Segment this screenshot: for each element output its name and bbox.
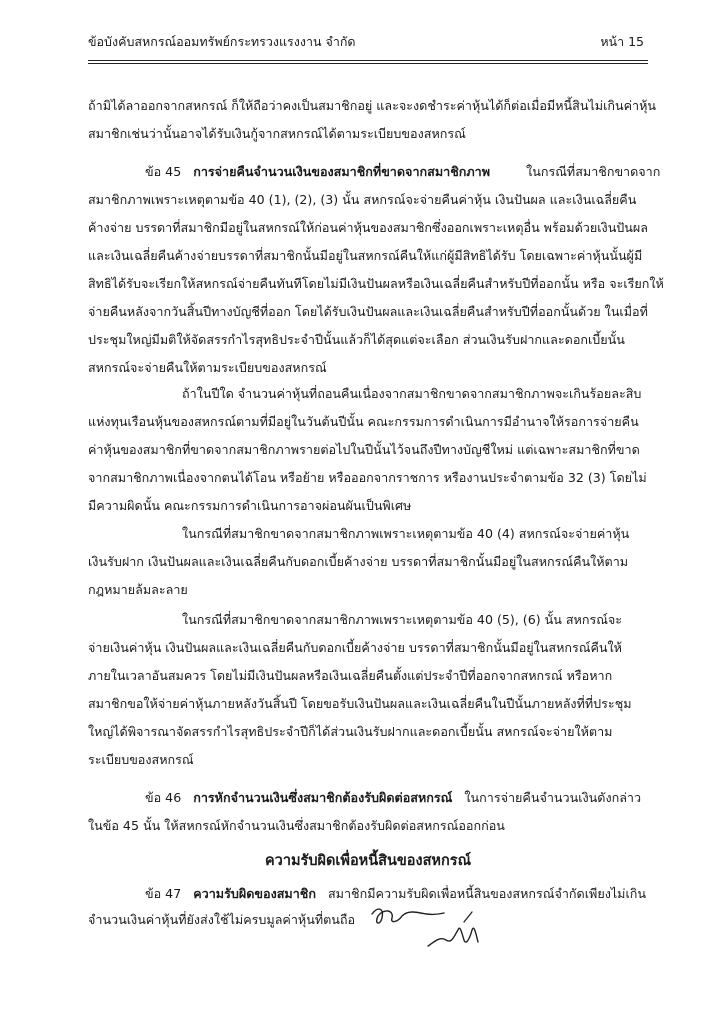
clause-45-number: ข้อ 45 <box>145 164 182 179</box>
body-line: กฎหมายล้มละลาย <box>88 582 188 597</box>
body-line: มีความผิดนั้น คณะกรรมการดำเนินการอาจผ่อนผันเป็นพิเศษ <box>88 498 412 513</box>
clause-46-first-line <box>145 788 641 808</box>
handwritten-signature <box>368 900 488 960</box>
body-line: ประชุมใหญ่มีมติให้จัดสรรกำไรสุทธิประจำปีนั้นแล้วก็ได้สุดแต่จะเลือก ส่วนเงินรับฝากและดอกเบี้ยนั้น <box>88 332 625 347</box>
body-line: ค่าหุ้นของสมาชิกที่ขาดจากสมาชิกภาพรายต่อไปในปีนั้นไว้จนถึงปีทางบัญชีใหม่ แต่เฉพาะสมาชิกที่ขาด <box>88 442 640 457</box>
clause-46-first-rest: ในการจ่ายคืนจำนวนเงินดังกล่าว <box>464 790 642 805</box>
body-line: จ่ายเงินค่าหุ้น เงินปันผลและเงินเฉลี่ยคืนกับดอกเบี้ยค้างจ่าย บรรดาที่สมาชิกนั้นมีอยู่ในสหกรณ์คืนให้ <box>88 640 622 655</box>
body-line: ในกรณีที่สมาชิกขาดจากสมาชิกภาพเพราะเหตุตามข้อ 40 (4) สหกรณ์จะจ่ายค่าหุ้น <box>182 526 630 541</box>
continuation-line: ถ้ามิได้ลาออกจากสหกรณ์ ก็ให้ถือว่าคงเป็นสมาชิกอยู่ และจะงดชำระค่าหุ้นได้ก็ต่อเมื่อมีหนี้สินไม่เกินค่าหุ้น <box>88 98 657 113</box>
clause-47-number: ข้อ 47 <box>145 886 182 901</box>
body-line: จ่ายคืนหลังจากวันสิ้นปีทางบัญชีที่ออก โดยได้รับเงินปันผลและเงินเฉลี่ยคืนสำหรับปีที่ออกนั้นด้วย ในเมื่อที่ <box>88 304 648 319</box>
body-line: ใหญ่ได้พิจารณาจัดสรรกำไรสุทธิประจำปีก็ได้ส่วนเงินรับฝากและดอกเบี้ยนั้น สหกรณ์จะจ่ายให้ตาม <box>88 724 613 739</box>
body-line: ภายในเวลาอันสมควร โดยไม่มีเงินปันผลหรือเงินเฉลี่ยคืนตั้งแต่ประจำปีที่ออกจากสหกรณ์ หรือหาก <box>88 668 613 683</box>
clause-46-number: ข้อ 46 <box>145 790 182 805</box>
body-line: ในกรณีที่สมาชิกขาดจากสมาชิกภาพเพราะเหตุตามข้อ 40 (5), (6) นั้น สหกรณ์จะ <box>182 612 623 627</box>
clause-46-title: การหักจำนวนเงินซึ่งสมาชิกต้องรับผิดต่อสหกรณ์ <box>193 790 453 805</box>
clause-45-title: การจ่ายคืนจำนวนเงินของสมาชิกที่ขาดจากสมาชิกภาพ <box>193 164 491 179</box>
body-line: ค้างจ่าย บรรดาที่สมาชิกมีอยู่ในสหกรณ์ให้ก่อนค่าหุ้นของสมาชิกซึ่งออกเพราะเหตุอื่น พร้อมด้วยเงินปันผล <box>88 220 648 235</box>
body-line: สิทธิได้รับจะเรียกให้สหกรณ์จ่ายคืนทันทีโดยไม่มีเงินปันผลหรือเงินเฉลี่ยคืนสำหรับปีที่ออกนั้น หรือ จะเรียกให้ <box>88 276 664 291</box>
clause-47-first-rest: สมาชิกมีความรับผิดเพื่อหนี้สินของสหกรณ์จำกัดเพียงไม่เกิน <box>327 886 647 901</box>
clause-45-first-line <box>145 162 660 182</box>
body-line: สหกรณ์จะจ่ายคืนให้ตามระเบียบของสหกรณ์ <box>88 360 327 375</box>
header-divider-thin <box>88 63 648 64</box>
body-line: และเงินเฉลี่ยคืนค้างจ่ายบรรดาที่สมาชิกนั้นมีอยู่ในสหกรณ์คืนให้แก่ผู้มีสิทธิได้รับ โดยเฉพาะค่าหุ้นนั้นผู้มี <box>88 248 643 263</box>
body-line: แห่งทุนเรือนหุ้นของสหกรณ์ตามที่มีอยู่ในวันต้นปีนั้น คณะกรรมการดำเนินการมีอำนาจให้รอการจ่ายคืน <box>88 414 639 429</box>
section-heading: ความรับผิดเพื่อหนี้สินของสหกรณ์ <box>264 853 472 869</box>
body-line: ระเบียบของสหกรณ์ <box>88 752 194 767</box>
body-line: สมาชิกภาพเพราะเหตุตามข้อ 40 (1), (2), (3) นั้น สหกรณ์จะจ่ายคืนค่าหุ้น เงินปันผล และเงินเฉลี่ยคืน <box>88 192 637 207</box>
continuation-line: สมาชิกเช่นว่านั้นอาจได้รับเงินกู้จากสหกรณ์ได้ตามระเบียบของสหกรณ์ <box>88 126 466 141</box>
clause-47-title: ความรับผิดของสมาชิก <box>193 886 316 901</box>
body-line: สมาชิกขอให้จ่ายค่าหุ้นภายหลังวันสิ้นปี โดยขอรับเงินปันผลและเงินเฉลี่ยคืนในปีนั้นภายหลังที่ที่ประชุม <box>88 696 632 711</box>
body-line: ในข้อ 45 นั้น ให้สหกรณ์หักจำนวนเงินซึ่งสมาชิกต้องรับผิดต่อสหกรณ์ออกก่อน <box>88 818 505 833</box>
body-line: ถ้าในปีใด จำนวนค่าหุ้นที่ถอนคืนเนื่องจากสมาชิกขาดจากสมาชิกภาพจะเกินร้อยละสิบ <box>182 386 642 401</box>
body-line: เงินรับฝาก เงินปันผลและเงินเฉลี่ยคืนกับดอกเบี้ยค้างจ่าย บรรดาที่สมาชิกนั้นมีอยู่ในสหกรณ์คืนให้ตาม <box>88 554 629 569</box>
header-title: ข้อบังคับสหกรณ์ออมทรัพย์กระทรวงแรงงาน จำกัด <box>88 34 356 49</box>
header-divider <box>88 60 648 61</box>
page-header <box>88 30 644 54</box>
body-line: จำนวนเงินค่าหุ้นที่ยังส่งใช้ไม่ครบมูลค่าหุ้นที่ตนถือ <box>88 912 356 927</box>
header-page-number: หน้า 15 <box>600 34 644 49</box>
body-line: จากสมาชิกภาพเนื่องจากตนได้โอน หรือย้าย หรือออกจากราชการ หรืองานประจำตามข้อ 32 (3) โดยไม่ <box>88 470 647 485</box>
clause-45-first-rest: ในกรณีที่สมาชิกขาดจาก <box>526 164 661 179</box>
